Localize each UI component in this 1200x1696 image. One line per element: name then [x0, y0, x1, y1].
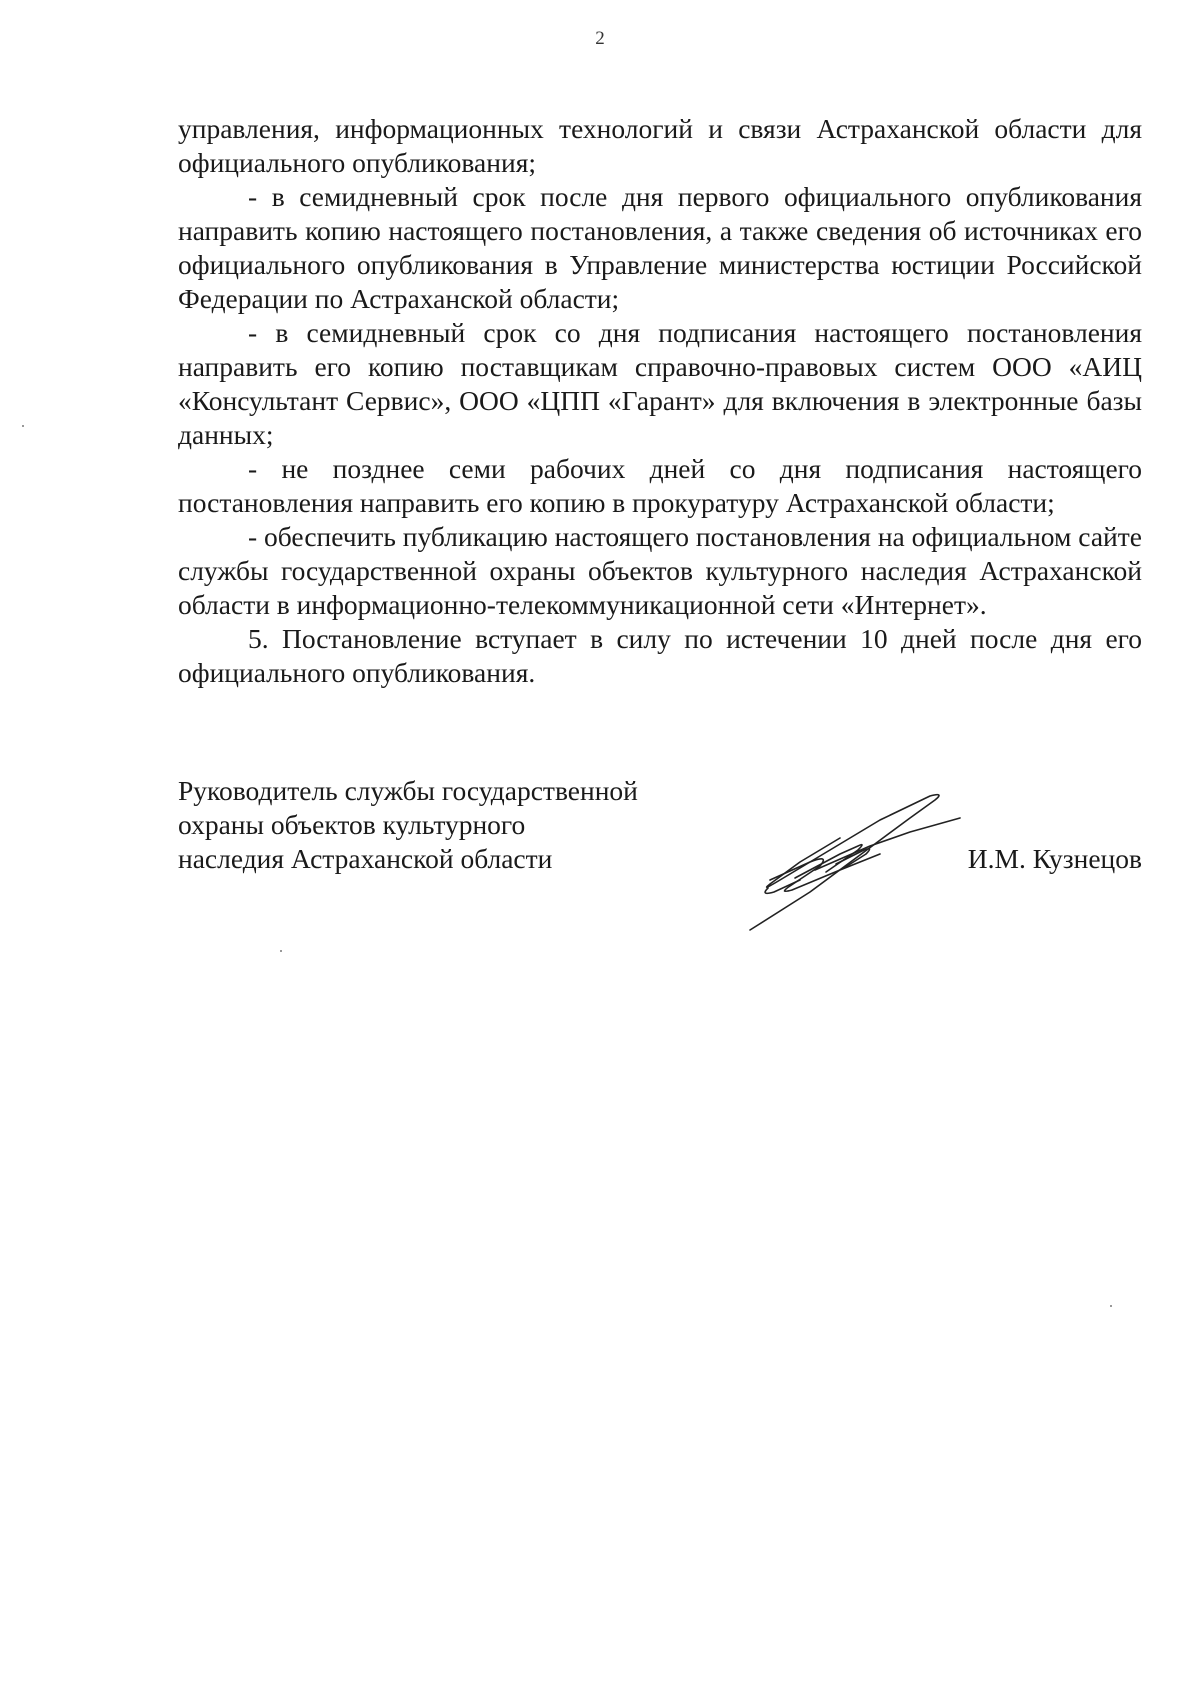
paragraph: - обеспечить публикацию настоящего постановления на официальном сайте службы государственной охраны объектов культурного наследия Астраханской области в информационно-телекоммуникационной сети «Интернет». [178, 521, 1142, 620]
paragraph: управления, информационных технологий и связи Астраханской области для официального опубликования; [178, 113, 1142, 178]
paragraph: - не позднее семи рабочих дней со дня подписания настоящего постановления направить его копию в прокуратуру Астраханской области; [178, 453, 1142, 518]
paragraph: 5. Постановление вступает в силу по истечении 10 дней после дня его официального опубликования. [178, 623, 1142, 688]
paragraph: - в семидневный срок со дня подписания настоящего постановления направить его копию поставщикам справочно-правовых систем ООО «АИЦ «Консультант Сервис», ООО «ЦПП «Гарант» для включения в электронные базы данных; [178, 317, 1142, 450]
scan-speck [22, 425, 24, 427]
signatory-position-line: Руководитель службы государственной [178, 775, 638, 806]
signatory-position [178, 774, 638, 876]
page-number: 2 [595, 28, 605, 49]
signatory-position-line: наследия Астраханской области [178, 843, 553, 874]
paragraph: - в семидневный срок после дня первого официального опубликования направить копию настоящего постановления, а также сведения об источниках его официального опубликования в Управление министерства юстиции Российской Федерации по Астраханской области; [178, 181, 1142, 314]
signatory-position-line: охраны объектов культурного [178, 809, 526, 840]
scan-speck [280, 950, 282, 952]
signature-block [178, 774, 1142, 974]
document-body [178, 112, 1142, 690]
handwritten-signature-icon [740, 780, 980, 950]
scan-speck [1110, 1305, 1112, 1307]
signatory-name: И.М. Кузнецов [967, 843, 1142, 874]
